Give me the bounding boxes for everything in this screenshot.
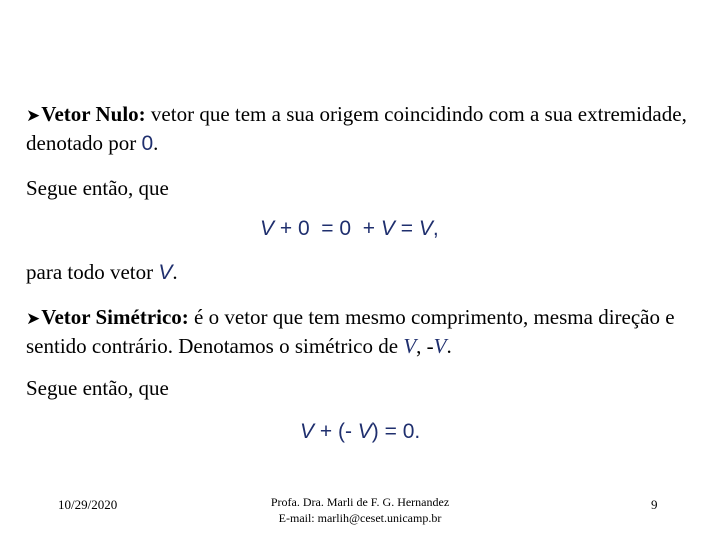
period: . [153, 131, 159, 155]
operator: + (- [314, 420, 358, 443]
zero-vector-symbol: 0 [141, 132, 154, 155]
author-email: E-mail: marlih@ceset.unicamp.br [278, 511, 442, 525]
equation-null [260, 217, 439, 241]
segue-line-1: Segue então, que [26, 176, 169, 200]
segue-line-2: Segue então, que [26, 376, 169, 400]
bullet-null-vector [26, 101, 696, 157]
vector-symbol: V [357, 420, 372, 443]
period: . [172, 260, 178, 284]
zero-symbol: 0 [339, 217, 352, 240]
footer-date: 10/29/2020 [58, 497, 118, 512]
separator: , - [416, 334, 434, 358]
period: . [446, 334, 452, 358]
right-arrowhead-icon: ➤ [26, 106, 41, 126]
for-every-vector [26, 259, 696, 286]
operator: = [309, 217, 340, 240]
vector-symbol: V [403, 334, 417, 358]
definition-text: vetor que tem a sua origem coincidindo com a sua extremidade, denotado por [26, 102, 687, 155]
for-every-text: para todo vetor [26, 260, 159, 284]
operator: = [394, 217, 419, 240]
vector-symbol: V [418, 217, 433, 240]
vector-symbol: V [380, 217, 395, 240]
operator: ) = 0. [371, 420, 421, 443]
right-arrowhead-icon: ➤ [26, 309, 41, 329]
author-name: Profa. Dra. Marli de F. G. Hernandez [270, 495, 450, 509]
zero-symbol: 0 [297, 217, 310, 240]
vector-symbol: V [433, 334, 447, 358]
vector-symbol: V [300, 420, 315, 443]
operator: + [274, 217, 298, 240]
vector-symbol: V [260, 217, 275, 240]
operator: + [351, 217, 381, 240]
term-symmetric-vector: Vetor Simétrico: [41, 305, 189, 329]
term-null-vector: Vetor Nulo: [41, 102, 146, 126]
vector-symbol: V [158, 261, 173, 284]
definition-text: é o vetor que tem mesmo comprimento, mesma direção e sentido contrário. Denotamos o simétrico de [26, 305, 675, 358]
comma: , [432, 217, 439, 240]
footer-author [230, 494, 490, 526]
bullet-symmetric-vector [26, 304, 696, 360]
equation-symmetric [300, 420, 420, 444]
page-number: 9 [651, 497, 658, 512]
